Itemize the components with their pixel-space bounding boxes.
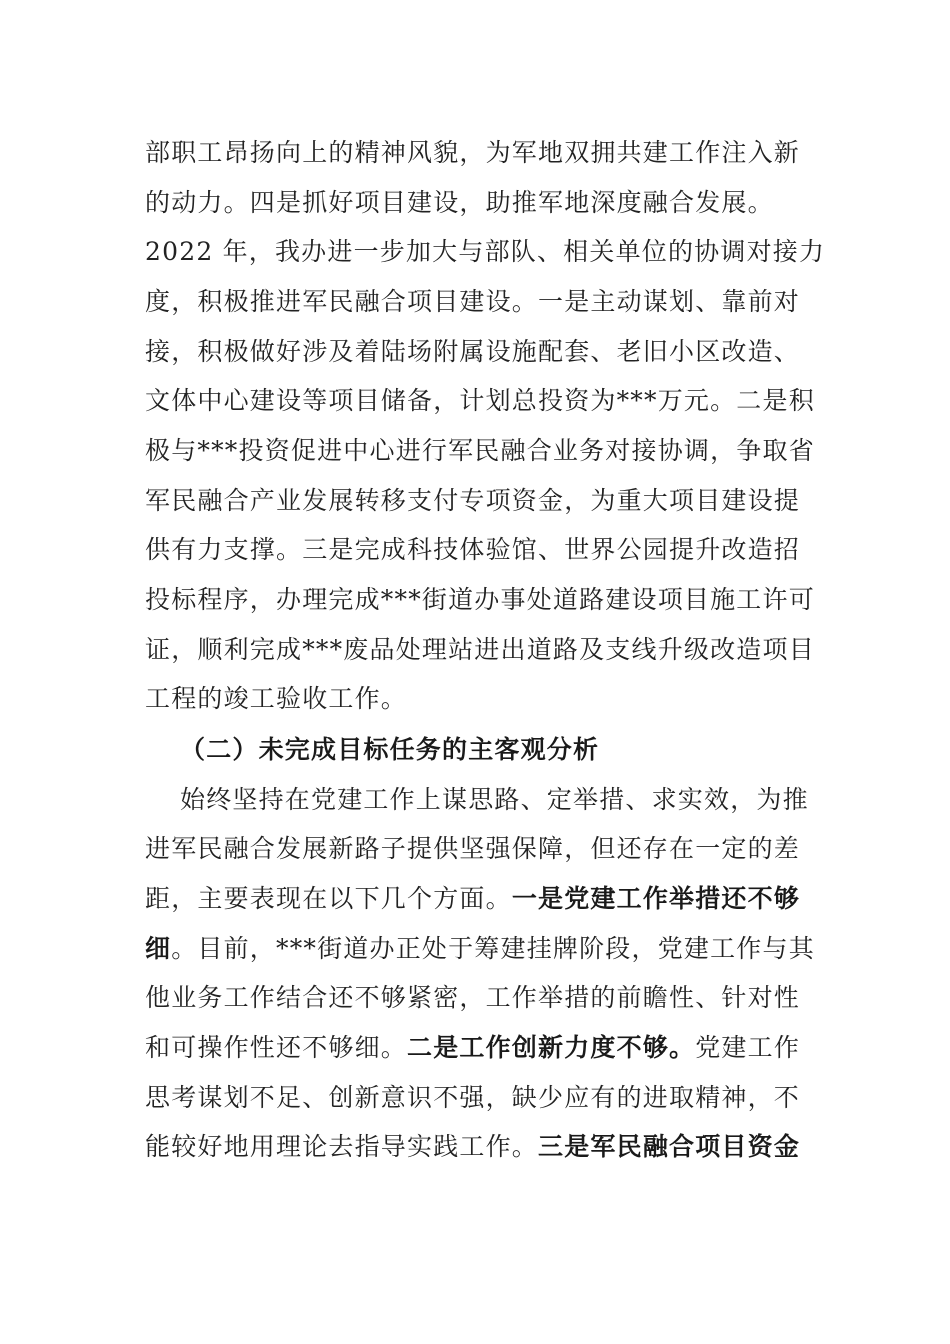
paragraph-line bbox=[145, 332, 805, 372]
bold-text-run: 三是军民融合项目资金 bbox=[538, 1132, 801, 1161]
paragraph-line bbox=[145, 679, 805, 719]
bold-text-run: 二是工作创新力度不够。 bbox=[407, 1033, 696, 1062]
paragraph-line bbox=[145, 1078, 805, 1118]
text-run: 能较好地用理论去指导实践工作。 bbox=[145, 1132, 539, 1161]
section-heading bbox=[180, 730, 800, 770]
paragraph-line bbox=[145, 1028, 805, 1068]
text-run: 供有力支撑。三是完成科技体验馆、世界公园提升改造招 bbox=[145, 535, 801, 564]
paragraph-line bbox=[145, 232, 826, 272]
text-run: 军民融合产业发展转移支付专项资金，为重大项目建设提 bbox=[145, 486, 801, 515]
text-run: 进军民融合发展新路子提供坚强保障，但还存在一定的差 bbox=[145, 834, 801, 863]
paragraph-line bbox=[145, 580, 815, 620]
paragraph-line bbox=[145, 481, 805, 521]
text-run: 始终坚持在党建工作上谋思路、定举措、求实效，为推 bbox=[180, 785, 809, 814]
text-run: 度，积极推进军民融合项目建设。一是主动谋划、靠前对 bbox=[145, 287, 801, 316]
paragraph-line bbox=[145, 381, 815, 421]
text-run: 的动力。四是抓好项目建设，助推军地深度融合发展。 bbox=[145, 188, 774, 217]
text-run: 证，顺利完成***废品处理站进出道路及支线升级改造项目 bbox=[145, 635, 815, 664]
paragraph-line bbox=[145, 530, 805, 570]
text-run: 和可操作性还不够细。 bbox=[145, 1033, 408, 1062]
text-run: 部职工昂扬向上的精神风貌，为军地双拥共建工作注入新 bbox=[145, 138, 801, 167]
text-run: 极与***投资促进中心进行军民融合业务对接协调，争取省 bbox=[145, 436, 815, 465]
paragraph-line bbox=[145, 978, 805, 1018]
text-run: 2022 年，我办进一步加大与部队、相关单位的协调对接力 bbox=[145, 237, 826, 266]
paragraph-line bbox=[145, 630, 815, 670]
text-run: 距，主要表现在以下几个方面。 bbox=[145, 884, 512, 913]
heading-text: （二）未完成目标任务的主客观分析 bbox=[180, 735, 600, 764]
paragraph-line bbox=[145, 183, 805, 223]
text-run: 工程的竣工验收工作。 bbox=[145, 684, 408, 713]
text-run: 文体中心建设等项目储备，计划总投资为***万元。二是积 bbox=[145, 386, 815, 415]
paragraph-line bbox=[145, 929, 815, 969]
bold-text-run: 一是党建工作举措还不够 bbox=[511, 884, 801, 913]
paragraph-line bbox=[180, 780, 809, 820]
paragraph-line bbox=[145, 879, 805, 919]
paragraph-line bbox=[145, 829, 805, 869]
text-run: 投标程序，办理完成***街道办事处道路建设项目施工许可 bbox=[145, 585, 815, 614]
paragraph-line bbox=[145, 133, 805, 173]
paragraph-line bbox=[145, 431, 815, 471]
text-run: 他业务工作结合还不够紧密，工作举措的前瞻性、针对性 bbox=[145, 983, 801, 1012]
bold-text-run: 细 bbox=[145, 934, 172, 963]
paragraph-line bbox=[145, 282, 805, 322]
text-run: 。目前，***街道办正处于筹建挂牌阶段，党建工作与其 bbox=[171, 934, 815, 963]
paragraph-line bbox=[145, 1127, 805, 1167]
text-run: 党建工作 bbox=[695, 1033, 801, 1062]
text-run: 接，积极做好涉及着陆场附属设施配套、老旧小区改造、 bbox=[145, 337, 801, 366]
text-run: 思考谋划不足、创新意识不强，缺少应有的进取精神，不 bbox=[145, 1083, 801, 1112]
